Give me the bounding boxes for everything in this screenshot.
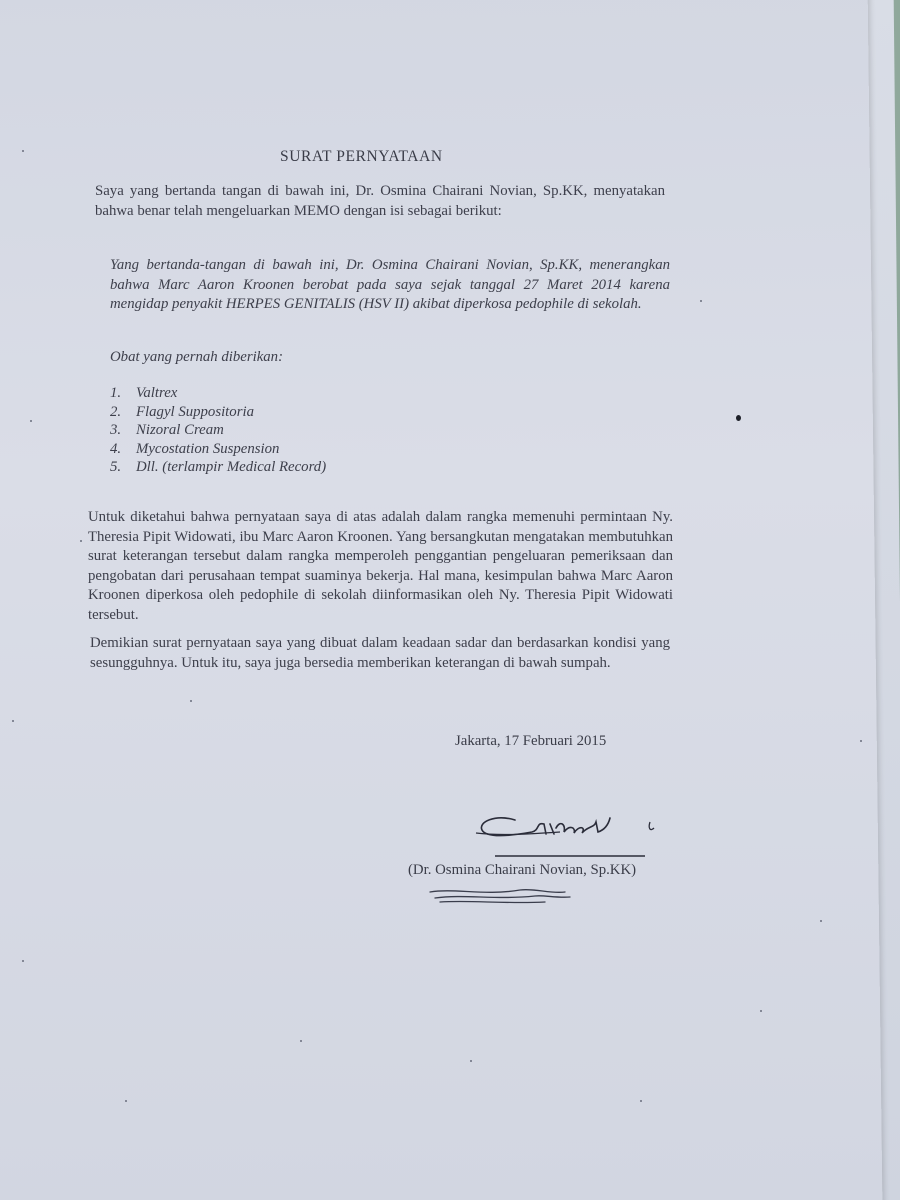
place-date: Jakarta, 17 Februari 2015	[455, 733, 607, 749]
medication-name: Nizoral Cream	[136, 422, 224, 439]
list-item	[110, 403, 326, 422]
paper-speck	[300, 1040, 302, 1042]
list-item	[110, 421, 326, 440]
closing-paragraph: Demikian surat pernyataan saya yang dibuat dalam keadaan sadar dan berdasarkan kondisi yang sesungguhnya. Untuk itu, saya juga bersedia memberikan keterangan di bawah sumpah.	[90, 635, 670, 671]
paper-speck	[22, 960, 24, 962]
ink-speck	[736, 415, 741, 421]
strikethrough-scribble	[425, 880, 575, 910]
paper-speck	[640, 1100, 642, 1102]
medication-name: Mycostation Suspension	[136, 440, 280, 457]
memo-paragraph: Yang bertanda-tangan di bawah ini, Dr. Osmina Chairani Novian, Sp.KK, menerangkan bahwa Marc Aaron Kroonen berobat pada saya sejak tanggal 27 Maret 2014 karena mengidap penyakit HERPES GENITALIS (HSV II) akibat diperkosa pedophile di sekolah.	[110, 257, 670, 312]
list-item	[110, 458, 326, 477]
medications-label: Obat yang pernah diberikan:	[110, 349, 284, 365]
list-number: 3.	[110, 422, 122, 439]
paper-speck	[12, 720, 14, 722]
medication-name: Dll. (terlampir Medical Record)	[136, 459, 327, 476]
intro-paragraph: Saya yang bertanda tangan di bawah ini, Dr. Osmina Chairani Novian, Sp.KK, menyatakan bahwa benar telah mengeluarkan MEMO dengan isi sebagai berikut:	[95, 183, 665, 219]
list-number: 2.	[110, 403, 122, 420]
paper-speck	[30, 420, 32, 422]
paper-speck	[80, 540, 82, 542]
signer-name: (Dr. Osmina Chairani Novian, Sp.KK)	[408, 862, 637, 878]
paper-speck	[470, 1060, 472, 1062]
medications-list	[110, 384, 326, 477]
medication-name: Flagyl Suppositoria	[136, 403, 254, 420]
list-number: 5.	[110, 459, 122, 476]
paper-speck	[760, 1010, 762, 1012]
paper-speck	[125, 1100, 127, 1102]
handwritten-signature	[470, 800, 680, 870]
paper-speck	[860, 740, 862, 742]
paper-speck	[22, 150, 24, 152]
list-item	[110, 384, 326, 403]
list-item	[110, 440, 326, 459]
paper-speck	[700, 300, 702, 302]
medication-name: Valtrex	[136, 385, 178, 401]
list-number: 1.	[110, 385, 122, 401]
paper-speck	[820, 920, 822, 922]
explanation-paragraph: Untuk diketahui bahwa pernyataan saya di atas adalah dalam rangka memenuhi permintaan Ny. Theresia Pipit Widowati, ibu Marc Aaron Kroonen. Yang bersangkutan mengatakan membutuhkan surat keterangan tersebut dalam rangka memperoleh penggantian pengeluaran pemeriksaan dan pengobatan dari perusahaan tempat suaminya bekerja. Hal mana, kesimpulan bahwa Marc Aaron Kroonen diperkosa oleh pedophile di sekolah diinformasikan oleh Ny. Theresia Pipit Widowati tersebut.	[88, 509, 673, 623]
list-number: 4.	[110, 440, 122, 457]
document-title: SURAT PERNYATAAN	[280, 148, 443, 165]
paper-speck	[190, 700, 192, 702]
